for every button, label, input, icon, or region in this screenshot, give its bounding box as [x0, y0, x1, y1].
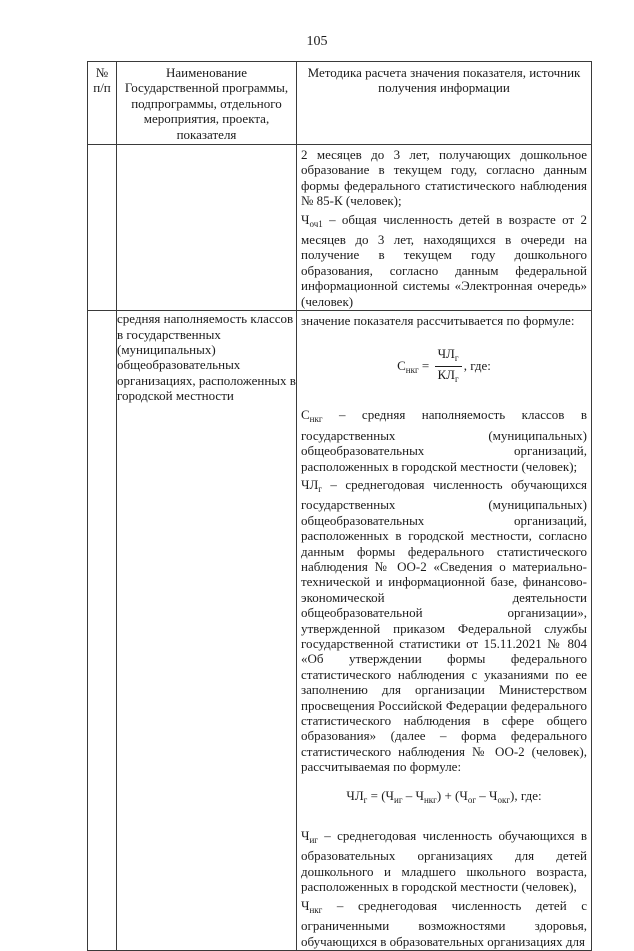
formula-suffix: , где:: [514, 787, 542, 803]
table-header-row: [88, 62, 592, 145]
formula-average-fill: $С_{нкг}$ = $\frac{ЧЛ_г}{КЛ_г}$ , где:: [297, 346, 591, 388]
formula-term: Ч: [489, 787, 498, 803]
var-main: ЧЛ: [301, 476, 319, 492]
formula-term-sub: окг: [497, 794, 511, 805]
var-sub: нкг: [309, 414, 323, 425]
page-number: 105: [306, 34, 328, 49]
formula-term-sub: иг: [394, 794, 403, 805]
formula-denominator-sub: г: [455, 373, 459, 384]
table-row: [88, 145, 592, 311]
formula-term: Ч: [459, 787, 468, 803]
row1-number: [88, 145, 117, 311]
row2-number: [88, 311, 117, 951]
formula-term-sub: ог: [467, 794, 477, 805]
definition-cnkg: [297, 405, 591, 475]
formula-term-sub: нкг: [423, 794, 437, 805]
methodology-table: [87, 61, 592, 951]
definition-chlg: [297, 475, 591, 776]
var-sub: оч1: [309, 218, 323, 229]
row1-line-1: 2 месяцев до 3 лет, получающих дошкольное образование в текущем году, согласно данным формы федерального статистического наблюдения № 85-К (человек);: [301, 147, 587, 209]
definition-text: – общая численность детей в возрасте от 2 месяцев до 3 лет, находящихся в очереди на получение в текущем году дошкольного образования, согласно данным федеральной информационной системы «Электронная очередь» (человек): [301, 211, 587, 309]
var-sub: г: [318, 483, 322, 494]
table-row: [88, 311, 592, 951]
definition-text: – среднегодовая численность детей с ограниченными возможностями здоровья, обучающихся в образовательных организациях для: [301, 897, 587, 949]
var-sub: нкг: [309, 904, 323, 915]
row2-methodology: [297, 311, 592, 951]
var-main: Ч: [301, 211, 310, 227]
row1-methodology: [297, 145, 592, 311]
var-main: С: [301, 407, 310, 423]
row1-line-2: [297, 210, 591, 310]
definition-text: – средняя наполняемость классов в государственных (муниципальных) общеобразовательных организаций, расположенных в городской местности (человек);: [301, 407, 587, 474]
row2-name: средняя наполняемость классов в государственных (муниципальных) общеобразовательных организациях, расположенных в городской местности: [117, 311, 297, 951]
header-number: № п/п: [88, 62, 117, 145]
formula-lhs-sub: г: [363, 794, 368, 805]
formula-numerator: ЧЛ: [437, 345, 455, 361]
definition-text: – среднегодовая численность обучающихся государственных (муниципальных) общеобразовательных организаций, расположенных в городской местности, согласно данным формы федерального статистического наблюдения № ОО-2 «Сведения о материально-технической и информационной базе, финансово-экономической деятельности общеобразовательной организации», утвержденной приказом Федеральной службы государственной статистики от 15.11.2021 № 804 «Об утверждении формы федерального статистического наблюдения с указаниями по ее заполнению для организации Министерством просвещения Российской Федерации федерального статистического наблюдения в сфере общего образования» (далее – форма федерального статистического наблюдения № ОО-2 (человек), рассчитываемая по формуле:: [301, 476, 587, 775]
var-main: Ч: [301, 897, 310, 913]
var-sub: иг: [309, 835, 318, 846]
formula-numerator-sub: г: [454, 352, 459, 363]
var-main: Ч: [301, 828, 310, 844]
formula-denominator: КЛ: [437, 366, 455, 382]
formula-average-count: $ЧЛ_г = (Ч_{иг} - Ч_{нкг}) + (Ч_{ог} - Ч_{окг})$, где:: [346, 787, 542, 805]
header-methodology: Методика расчета значения показателя, источник получения информации: [297, 62, 592, 145]
header-name: Наименование Государственной программы, подпрограммы, отдельного мероприятия, проекта, показателя: [117, 62, 297, 145]
formula-lhs: С: [397, 357, 406, 373]
definition-chig: [297, 826, 591, 896]
definition-chnkg: [297, 896, 591, 950]
formula-lhs-sub: нкг: [405, 364, 419, 375]
formula-term: Ч: [415, 787, 424, 803]
formula-term: Ч: [385, 787, 394, 803]
formula-lhs: ЧЛ: [346, 787, 364, 803]
formula-fraction: [435, 346, 462, 388]
formula-suffix: , где:: [463, 357, 491, 373]
formula-intro: значение показателя рассчитывается по формуле:: [301, 313, 575, 329]
row1-name: [117, 145, 297, 311]
definition-text: – среднегодовая численность обучающихся в образовательных организациях для детей дошкольного и младшего школьного возраста, расположенных в городской местности (человек),: [301, 828, 587, 895]
